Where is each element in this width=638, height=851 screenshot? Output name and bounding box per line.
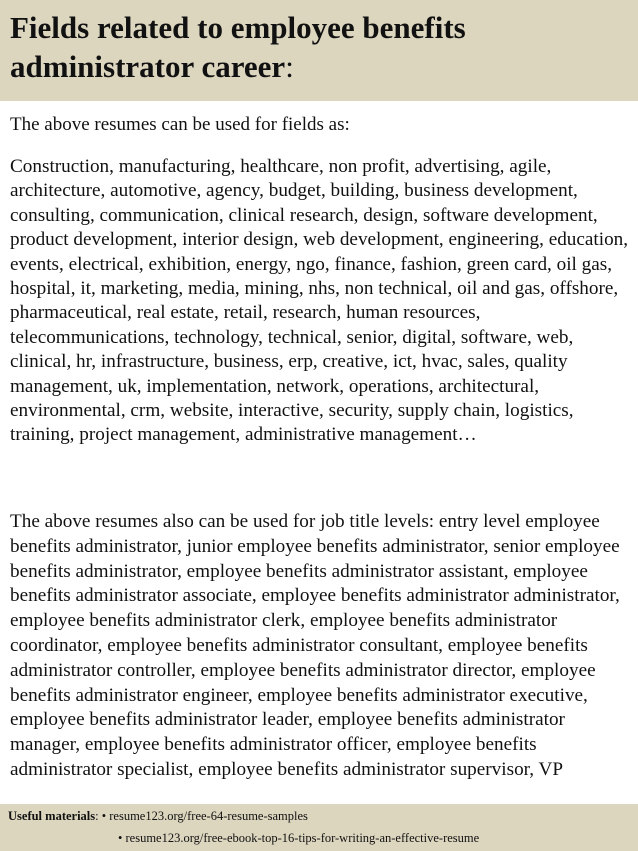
fields-paragraph: Construction, manufacturing, healthcare, non profit, advertising, agile, architecture, automotive, agency, budget, building, business development, consulting, communication, clinical research, design, software development, product development, interior design, web development, engineering, education, events, electrical, exhibition, energy, ngo, finance, fashion, green card, oil gas, hospital, it, marketing, media, mining, nhs, non technical, oil and gas, offshore, pharmaceutical, real estate, retail, research, human resources, telecommunications, technology, technical, senior, digital, software, web, clinical, hr, infrastructure, business, erp, creative, ict, hvac, sales, quality management, uk, implementation, network, operations, architectural, environmental, crm, website, interactive, security, supply chain, logistics, training, project management, administrative management… (10, 156, 629, 446)
page-title-text: Fields related to employee benefits administrator career (10, 10, 466, 84)
ebook-tips-link[interactable]: • resume123.org/free-ebook-top-16-tips-for-writing-an-effective-resume (118, 831, 480, 845)
footer-line-2 (118, 828, 479, 848)
intro-text: The above resumes can be used for fields as: (10, 114, 350, 135)
resume-samples-link[interactable]: • resume123.org/free-64-resume-samples (101, 809, 308, 823)
footer-line-1 (8, 806, 308, 826)
job-levels-paragraph: The above resumes also can be used for job title levels: entry level employee benefits administrator, junior employee benefits administrator, senior employee benefits administrator, employee benefits administrator assistant, employee benefits administrator associate, employee benefits administrator administrator, employee benefits administrator clerk, employee benefits administrator coordinator, employee benefits administrator consultant, employee benefits administrator controller, employee benefits administrator director, employee benefits administrator engineer, employee benefits administrator executive, employee benefits administrator leader, employee benefits administrator manager, employee benefits administrator officer, employee benefits administrator specialist, employee benefits administrator supervisor, VP (10, 511, 620, 780)
page-title (10, 8, 630, 86)
title-banner (0, 0, 638, 101)
page-title-colon: : (285, 49, 294, 84)
useful-materials-label: Useful materials (8, 809, 96, 823)
useful-materials-footer (0, 804, 638, 851)
useful-materials-separator: : (95, 809, 99, 823)
